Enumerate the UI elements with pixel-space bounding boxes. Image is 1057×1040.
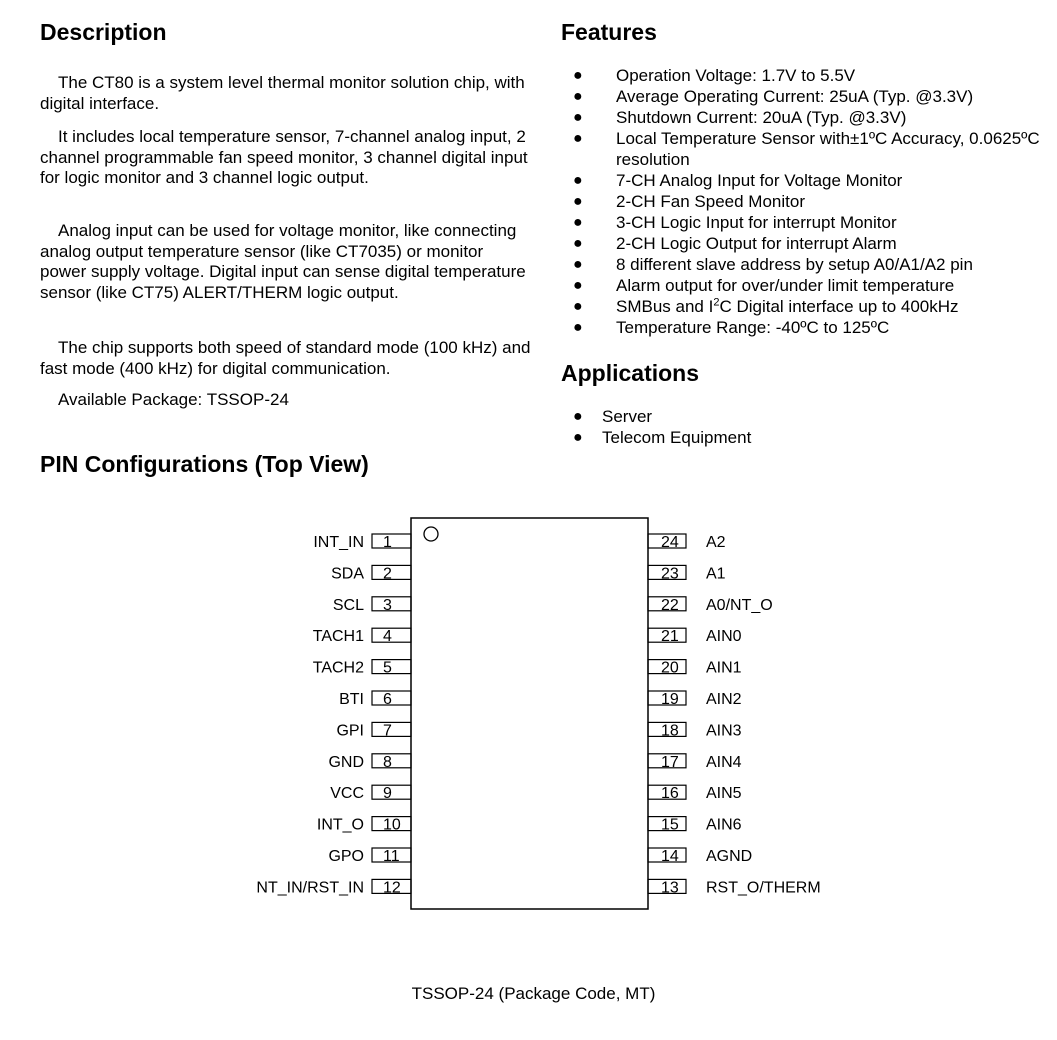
- description-paragraph-2: It includes local temperature sensor, 7-channel analog input, 2 channel programmable fan speed monitor, 3 channel digital input for logic monitor and 3 channel logic output.: [40, 127, 528, 187]
- bullet-icon: ●: [573, 256, 583, 273]
- bullet-icon: ●: [573, 172, 583, 189]
- left-pin: [313, 660, 411, 677]
- pin-name: AIN5: [706, 785, 742, 803]
- pin-name: A1: [706, 565, 726, 583]
- pin-name: GPI: [336, 722, 364, 740]
- pin-number: 1: [383, 534, 392, 551]
- pin-number: 6: [383, 691, 392, 708]
- application-item: ● Telecom Equipment: [573, 428, 752, 447]
- pin-number: 9: [383, 785, 392, 803]
- pin-number: 22: [661, 596, 679, 614]
- pin-number: 23: [661, 565, 679, 583]
- left-pin: [331, 565, 411, 582]
- pin1-marker-icon: [424, 527, 438, 541]
- pin-name: INT_O: [316, 816, 364, 834]
- pin-number: 5: [383, 659, 392, 677]
- left-pin: [333, 597, 411, 614]
- bullet-icon: ●: [573, 214, 583, 231]
- feature-item: ● Shutdown Current: 20uA (Typ. @3.3V): [573, 108, 907, 127]
- right-pin: [648, 785, 742, 802]
- ic-body: [411, 518, 648, 909]
- left-pin: [313, 534, 411, 551]
- bullet-icon: ●: [573, 88, 583, 105]
- left-pin: [336, 722, 411, 739]
- right-pin: [648, 879, 821, 896]
- right-pin: [648, 628, 742, 645]
- feature-item: ● Temperature Range: -40ºC to 125ºC: [573, 318, 890, 337]
- pin-name: INT_IN: [313, 534, 364, 551]
- pin-diagram: [0, 500, 1057, 920]
- bullet-icon: ●: [573, 109, 583, 126]
- pin-number: 13: [661, 879, 679, 897]
- pin-name: AIN4: [706, 753, 742, 771]
- right-pin: [648, 722, 742, 739]
- feature-item: ● 2-CH Logic Output for interrupt Alarm: [573, 234, 897, 253]
- bullet-icon: ●: [573, 235, 583, 252]
- pin-number: 19: [661, 691, 679, 708]
- right-pin: [648, 565, 726, 582]
- pin-number: 12: [383, 879, 401, 897]
- right-pin: [648, 691, 742, 708]
- bullet-icon: ●: [573, 193, 583, 210]
- pin-name: AGND: [706, 848, 753, 865]
- pin-name: SDA: [331, 565, 364, 583]
- pin-number: 8: [383, 753, 392, 771]
- pin-name: TACH1: [312, 628, 364, 646]
- pin-number: 11: [383, 848, 400, 865]
- pin-number: 24: [661, 534, 679, 551]
- pin-number: 2: [383, 565, 392, 583]
- left-pin: [317, 817, 411, 834]
- left-pin: [313, 628, 411, 645]
- features-heading: Features: [561, 19, 657, 45]
- pin-number: 14: [661, 848, 679, 865]
- pin-name: AIN2: [706, 691, 742, 708]
- feature-item: ● Local Temperature Sensor with±1ºC Accuracy, 0.0625ºC resolution: [573, 129, 1040, 169]
- bullet-icon: ●: [573, 298, 583, 315]
- feature-item: ● Average Operating Current: 25uA (Typ. @3.3V): [573, 87, 974, 106]
- right-pin: [648, 754, 742, 771]
- description-paragraph-5: Available Package: TSSOP-24: [58, 390, 289, 409]
- feature-item: ● 7-CH Analog Input for Voltage Monitor: [573, 171, 903, 190]
- application-item: ● Server: [573, 407, 653, 426]
- pin-name: AIN0: [706, 628, 742, 646]
- left-pin: [328, 848, 411, 865]
- bullet-icon: ●: [573, 130, 583, 147]
- pin-name: A2: [706, 534, 726, 551]
- feature-item: ● 8 different slave address by setup A0/A1/A2 pin: [573, 255, 973, 274]
- bullet-icon: ●: [573, 429, 583, 446]
- pin-name: AIN1: [706, 659, 742, 677]
- description-heading: Description: [40, 19, 167, 45]
- right-pin: [648, 817, 742, 834]
- applications-heading: Applications: [561, 360, 700, 386]
- feature-item: ● 2-CH Fan Speed Monitor: [573, 192, 805, 211]
- pin-name: TACH2: [312, 659, 364, 677]
- feature-item: ● 3-CH Logic Input for interrupt Monitor: [573, 213, 897, 232]
- feature-item: ● Operation Voltage: 1.7V to 5.5V: [573, 66, 856, 85]
- pin-number: 4: [383, 628, 392, 646]
- bullet-icon: ●: [573, 319, 583, 336]
- bullet-icon: ●: [573, 408, 583, 425]
- pin-number: 20: [661, 659, 679, 677]
- right-pins: [648, 534, 821, 896]
- right-pin: [648, 534, 726, 551]
- bullet-icon: ●: [573, 277, 583, 294]
- feature-item: ● Alarm output for over/under limit temperature: [573, 276, 955, 295]
- pin-number: 16: [661, 785, 679, 803]
- description-paragraph-3: Analog input can be used for voltage monitor, like connecting analog output temperature sensor (like CT7035) or monitor power supply voltage. Digital input can sense digital temperature sensor (like CT75) ALERT/THERM logic output.: [40, 221, 526, 302]
- features-list: [573, 65, 1043, 338]
- bullet-icon: ●: [573, 67, 583, 84]
- pin-name: RST_O/THERM: [706, 879, 821, 897]
- left-pin: [256, 879, 411, 896]
- description-paragraph-4: The chip supports both speed of standard mode (100 kHz) and fast mode (400 kHz) for digital communication.: [40, 338, 531, 378]
- pin-name: AIN3: [706, 722, 742, 740]
- right-pin: [648, 597, 773, 614]
- left-pin: [330, 785, 411, 802]
- pin-name: GND: [328, 753, 364, 771]
- left-pin: [339, 691, 411, 708]
- pin-name: NT_IN/RST_IN: [256, 879, 364, 897]
- applications-list: [573, 406, 751, 448]
- left-pin: [328, 754, 411, 771]
- pin-number: 7: [383, 722, 392, 740]
- pin-name: AIN6: [706, 816, 742, 834]
- pin-name: VCC: [330, 785, 364, 803]
- pin-number: 21: [661, 628, 679, 646]
- feature-item: ● SMBus and $I^2C$ Digital interface up to 400kHz: [573, 296, 959, 316]
- pin-name: SCL: [332, 596, 364, 614]
- pin-name: A0/NT_O: [706, 596, 773, 614]
- pin-number: 17: [661, 753, 679, 771]
- pin-number: 3: [383, 596, 392, 614]
- left-pins: [256, 534, 411, 896]
- pin-number: 15: [661, 816, 679, 834]
- right-pin: [648, 660, 742, 677]
- pin-name: BTI: [339, 691, 364, 708]
- package-caption: TSSOP-24 (Package Code, MT): [411, 984, 656, 1003]
- pin-number: 10: [383, 816, 401, 834]
- description-paragraph-1: The CT80 is a system level thermal monitor solution chip, with digital interface.: [40, 73, 525, 113]
- right-pin: [648, 848, 752, 865]
- pin-number: 18: [661, 722, 679, 740]
- pin-config-heading: PIN Configurations (Top View): [40, 451, 369, 477]
- pin-name: GPO: [328, 848, 364, 865]
